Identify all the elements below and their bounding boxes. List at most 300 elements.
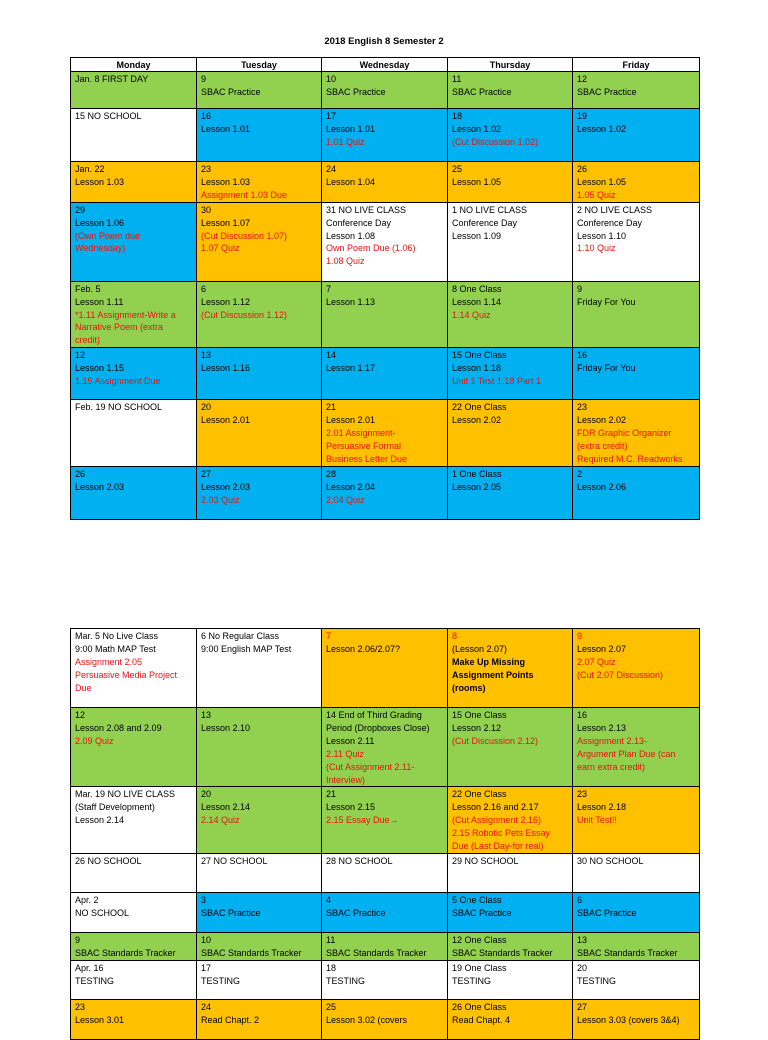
day-cell bbox=[71, 109, 197, 162]
day-cell-line: TESTING bbox=[201, 975, 241, 986]
day-cell-line: Lesson 2.06/2.07? bbox=[326, 643, 401, 654]
day-cell bbox=[322, 72, 448, 109]
day-cell bbox=[573, 281, 700, 348]
day-cell bbox=[322, 853, 448, 892]
day-cell-line: (Cut Discussion 1.07) bbox=[201, 230, 288, 241]
day-cell-line: 9:00 English MAP Test bbox=[201, 643, 292, 654]
day-cell-line: Lesson 1.12 bbox=[201, 296, 251, 307]
day-cell-line: 30 bbox=[201, 204, 212, 215]
day-cell bbox=[71, 853, 197, 892]
day-cell-line: 9 bbox=[577, 631, 583, 641]
day-cell-line: Persuasive Formal bbox=[326, 440, 402, 451]
day-cell-line: 30 NO SCHOOL bbox=[577, 855, 644, 866]
day-cell-line: Lesson 2.02 bbox=[577, 415, 627, 426]
day-cell bbox=[573, 72, 700, 109]
day-cell-line: Lesson 1.07 bbox=[201, 217, 251, 228]
day-cell-line: Conference Day bbox=[577, 217, 643, 228]
day-cell bbox=[71, 72, 197, 109]
day-cell-line: 26 One Class bbox=[452, 1001, 507, 1012]
day-cell-line: Lesson 1.03 bbox=[75, 176, 125, 187]
day-cell-line: (Cut Assignment 2.16) bbox=[452, 815, 542, 826]
day-cell-line: Lesson 1.17 bbox=[326, 363, 376, 374]
day-cell-line: 12 One Class bbox=[452, 934, 507, 945]
day-cell-line: 26 bbox=[75, 468, 86, 479]
day-cell-line: 19 bbox=[577, 111, 588, 121]
day-cell bbox=[197, 202, 322, 281]
header-friday: Friday bbox=[573, 58, 700, 72]
week-row bbox=[71, 400, 700, 467]
day-cell bbox=[448, 787, 573, 854]
day-cell-line: 29 bbox=[75, 204, 86, 215]
day-cell-line: Lesson 3.02 (covers bbox=[326, 1014, 408, 1025]
week-row bbox=[71, 892, 700, 932]
day-cell bbox=[322, 708, 448, 787]
day-cell-line: 27 bbox=[201, 468, 212, 479]
day-cell bbox=[71, 708, 197, 787]
day-cell-line: Friday For You bbox=[577, 363, 636, 374]
day-cell-line: Lesson 1.06 bbox=[75, 217, 125, 228]
week-row bbox=[71, 72, 700, 109]
day-cell bbox=[448, 466, 573, 519]
day-cell-line: Lesson 1.03 bbox=[201, 176, 251, 187]
day-cell-line: 1.08 Quiz bbox=[326, 256, 365, 267]
day-cell-line: SBAC Practice bbox=[326, 907, 386, 918]
day-cell bbox=[448, 281, 573, 348]
day-cell bbox=[71, 999, 197, 1039]
day-cell-line: 2.07 Quiz bbox=[577, 656, 616, 667]
day-cell-line: 2.03 Quiz bbox=[201, 494, 240, 505]
day-cell bbox=[573, 202, 700, 281]
day-cell bbox=[322, 960, 448, 999]
day-cell-line: Unit Test!! bbox=[577, 815, 617, 826]
day-cell bbox=[197, 932, 322, 960]
day-cell-line: Lesson 3.03 (covers 3&4) bbox=[577, 1014, 680, 1025]
day-cell-line: SBAC Practice bbox=[201, 86, 261, 97]
day-cell bbox=[197, 72, 322, 109]
calendar-body-1 bbox=[71, 72, 700, 520]
day-cell bbox=[448, 853, 573, 892]
day-cell-line: SBAC Practice bbox=[326, 86, 386, 97]
day-cell-line: 23 bbox=[577, 789, 588, 800]
day-cell bbox=[197, 999, 322, 1039]
day-cell-line: 14 End of Third Grading bbox=[326, 710, 422, 720]
day-cell-line: Mar. 19 NO LIVE CLASS bbox=[75, 789, 176, 800]
day-cell bbox=[71, 281, 197, 348]
day-cell-line: Lesson 2.07 bbox=[577, 643, 627, 654]
day-cell-line: Lesson 3.01 bbox=[75, 1014, 125, 1025]
day-cell-line: Own Poem Due (1.06) bbox=[326, 243, 416, 254]
week-row bbox=[71, 787, 700, 854]
day-cell-line: 13 bbox=[201, 710, 212, 720]
day-cell-line: 2 bbox=[577, 468, 583, 479]
day-cell bbox=[322, 999, 448, 1039]
day-cell bbox=[197, 400, 322, 467]
day-cell bbox=[448, 202, 573, 281]
day-cell-line: Due bbox=[75, 682, 92, 693]
day-cell-line: credit) bbox=[75, 335, 101, 346]
day-cell-line: 21 bbox=[326, 789, 337, 800]
day-cell-line: earn extra credit) bbox=[577, 761, 646, 772]
day-cell-line: 9 bbox=[577, 283, 583, 294]
day-cell bbox=[71, 466, 197, 519]
header-monday: Monday bbox=[71, 58, 197, 72]
day-cell bbox=[197, 960, 322, 999]
day-cell-line: (rooms) bbox=[452, 682, 486, 693]
day-cell-line: Lesson 1.01 bbox=[326, 123, 376, 134]
day-cell-line: 10 bbox=[201, 934, 212, 945]
day-cell-line: *1.11 Assignment-Write a bbox=[75, 309, 176, 320]
day-cell-line: 20 bbox=[201, 402, 212, 413]
day-cell bbox=[573, 708, 700, 787]
day-cell-line: 14 bbox=[326, 350, 337, 361]
week-row bbox=[71, 202, 700, 281]
day-cell-line: 22 One Class bbox=[452, 789, 507, 800]
day-cell bbox=[573, 999, 700, 1039]
day-cell-line: Read Chapt. 2 bbox=[201, 1014, 260, 1025]
day-cell-line: Feb. 5 bbox=[75, 283, 101, 294]
day-cell bbox=[71, 932, 197, 960]
day-cell bbox=[197, 629, 322, 708]
day-cell bbox=[197, 466, 322, 519]
day-cell-line: 21 bbox=[326, 402, 337, 413]
calendar-table-2 bbox=[70, 628, 700, 1040]
day-cell-line: Lesson 2.04 bbox=[326, 481, 376, 492]
day-cell-line: Friday For You bbox=[577, 296, 636, 307]
day-cell bbox=[573, 892, 700, 932]
day-cell-line: 16 bbox=[577, 350, 588, 361]
day-cell bbox=[197, 281, 322, 348]
day-cell-line: Lesson 1.04 bbox=[326, 176, 376, 187]
day-cell-line: TESTING bbox=[326, 975, 366, 986]
day-cell-line: 5 One Class bbox=[452, 894, 502, 905]
day-cell-line: 16 bbox=[577, 710, 588, 720]
day-cell bbox=[448, 629, 573, 708]
day-cell bbox=[448, 999, 573, 1039]
day-cell-line: Lesson 2.15 bbox=[326, 802, 376, 813]
day-cell bbox=[448, 162, 573, 203]
day-cell-line: SBAC Standards Tracker bbox=[577, 947, 678, 958]
page-title: 2018 English 8 Semester 2 bbox=[324, 36, 444, 47]
day-cell-line: 9 bbox=[75, 934, 81, 945]
day-cell bbox=[448, 708, 573, 787]
day-cell-line: 3 bbox=[201, 894, 207, 905]
day-cell-line: Lesson 1.05 bbox=[452, 176, 502, 187]
day-cell bbox=[197, 348, 322, 400]
day-cell bbox=[197, 109, 322, 162]
day-cell-line: Period (Dropboxes Close) bbox=[326, 722, 430, 733]
day-cell-line: Lesson 2.02 bbox=[452, 415, 502, 426]
day-cell bbox=[448, 892, 573, 932]
day-cell bbox=[322, 892, 448, 932]
day-cell-line: 1 NO LIVE CLASS bbox=[452, 204, 528, 215]
day-cell-line: SBAC Standards Tracker bbox=[452, 947, 553, 958]
day-cell bbox=[573, 109, 700, 162]
day-cell-line: 1.01 Quiz bbox=[326, 136, 365, 147]
day-cell-line: Lesson 2.10 bbox=[201, 722, 251, 733]
day-cell-line: 10 bbox=[326, 74, 337, 84]
day-cell-line: 1.10 Quiz bbox=[577, 243, 616, 254]
day-cell-line: Due (Last Day-for real) bbox=[452, 841, 544, 852]
calendar-body-2 bbox=[71, 629, 700, 1040]
day-cell bbox=[573, 466, 700, 519]
day-cell-line: 23 bbox=[201, 164, 212, 174]
day-cell-line: 2.15 Essay Due→ bbox=[326, 815, 399, 826]
day-cell-line: Lesson 1.02 bbox=[577, 123, 627, 134]
day-cell-line: (Cut Assignment 2.11- bbox=[326, 761, 415, 772]
day-cell-line: 1 One Class bbox=[452, 468, 502, 479]
day-cell-line: Apr. 16 bbox=[75, 962, 104, 973]
day-cell-line: Lesson 2.16 and 2.17 bbox=[452, 802, 539, 813]
day-cell-line: 6 bbox=[577, 894, 583, 905]
day-cell-line: 26 NO SCHOOL bbox=[75, 855, 142, 866]
day-cell bbox=[322, 787, 448, 854]
header-wednesday: Wednesday bbox=[322, 58, 448, 72]
day-cell-line: NO SCHOOL bbox=[75, 907, 130, 918]
day-cell-line: SBAC Practice bbox=[201, 907, 261, 918]
day-cell-line: 31 NO LIVE CLASS bbox=[326, 204, 407, 215]
day-cell-line: 7 bbox=[326, 631, 332, 641]
day-cell bbox=[322, 281, 448, 348]
day-cell-line: 7 bbox=[326, 283, 332, 294]
day-cell bbox=[71, 629, 197, 708]
day-cell-line: 12 bbox=[75, 710, 86, 720]
day-cell-line: Lesson 2.05 bbox=[452, 481, 502, 492]
day-cell bbox=[71, 202, 197, 281]
day-cell-line: Lesson 2.18 bbox=[577, 802, 627, 813]
day-cell-line: Assignment 2.05 bbox=[75, 656, 143, 667]
day-cell-line: 12 bbox=[75, 350, 86, 361]
day-cell-line: 20 bbox=[201, 789, 212, 800]
day-cell-line: Assignment Points bbox=[452, 669, 534, 680]
day-cell bbox=[71, 892, 197, 932]
day-cell-line: 8 One Class bbox=[452, 283, 502, 294]
day-cell-line: 17 bbox=[326, 111, 337, 121]
day-cell bbox=[71, 348, 197, 400]
day-cell bbox=[573, 787, 700, 854]
day-cell-line: 18 bbox=[326, 962, 337, 973]
day-cell bbox=[448, 348, 573, 400]
day-cell-line: 24 bbox=[201, 1001, 212, 1012]
day-cell bbox=[71, 960, 197, 999]
day-cell-line: TESTING bbox=[577, 975, 617, 986]
day-cell-line: 25 bbox=[326, 1001, 337, 1012]
day-cell bbox=[448, 400, 573, 467]
day-cell bbox=[71, 787, 197, 854]
day-cell-line: (Cut 2.07 Discussion) bbox=[577, 669, 664, 680]
day-cell bbox=[322, 109, 448, 162]
day-cell-line: (Own Poem due bbox=[75, 230, 141, 241]
week-row bbox=[71, 932, 700, 960]
week-row bbox=[71, 162, 700, 203]
day-cell-line: Unit 1 Test 1.18 Part 1 bbox=[452, 376, 541, 387]
day-cell-line: Wednesday) bbox=[75, 243, 126, 254]
day-cell-line: (Lesson 2.07) bbox=[452, 643, 508, 654]
day-cell-line: 13 bbox=[577, 934, 588, 945]
day-cell-line: 11 bbox=[452, 74, 462, 84]
day-cell bbox=[71, 162, 197, 203]
day-cell-line: Conference Day bbox=[326, 217, 392, 228]
day-cell bbox=[197, 787, 322, 854]
day-cell-line: Lesson 1.16 bbox=[201, 363, 251, 374]
day-cell-line: 23 bbox=[577, 402, 588, 413]
day-cell-line: Lesson 1.11 bbox=[75, 296, 124, 307]
day-cell-line: SBAC Practice bbox=[452, 86, 512, 97]
day-cell-line: 4 bbox=[326, 894, 332, 905]
day-cell-line: Lesson 1.01 bbox=[201, 123, 251, 134]
day-cell-line: 18 bbox=[452, 111, 463, 121]
day-cell bbox=[322, 202, 448, 281]
day-cell-line: Assignment 2.13- bbox=[577, 735, 648, 746]
day-cell bbox=[573, 932, 700, 960]
day-cell bbox=[322, 466, 448, 519]
day-cell-line: 20 bbox=[577, 962, 588, 973]
day-cell-line: Lesson 2.03 bbox=[75, 481, 125, 492]
day-cell-line: SBAC Practice bbox=[452, 907, 512, 918]
header-thursday: Thursday bbox=[448, 58, 573, 72]
day-cell-line: 1.05 Quiz bbox=[577, 189, 616, 200]
day-cell-line: 9 bbox=[201, 74, 207, 84]
day-cell-line: 6 No Regular Class bbox=[201, 631, 280, 641]
day-cell-line: 8 bbox=[452, 631, 458, 641]
day-cell-line: Mar. 5 No Live Class bbox=[75, 631, 159, 641]
day-cell bbox=[573, 853, 700, 892]
day-cell bbox=[573, 629, 700, 708]
week-row bbox=[71, 853, 700, 892]
day-cell-line: Assignment 1.03 Due bbox=[201, 189, 288, 200]
day-cell-line: (Cut Discussion 2.12) bbox=[452, 735, 539, 746]
day-cell-line: SBAC Practice bbox=[577, 907, 637, 918]
day-cell-line: Narrative Poem (extra bbox=[75, 322, 164, 333]
day-cell-line: 6 bbox=[201, 283, 207, 294]
day-cell bbox=[322, 932, 448, 960]
day-cell-line: 15 One Class bbox=[452, 350, 507, 361]
day-cell-line: 12 bbox=[577, 74, 588, 84]
day-cell bbox=[197, 892, 322, 932]
day-cell-line: TESTING bbox=[452, 975, 492, 986]
day-cell-line: 22 One Class bbox=[452, 402, 507, 413]
day-cell-line: 28 NO SCHOOL bbox=[326, 855, 393, 866]
day-cell-line: Lesson 2.08 and 2.09 bbox=[75, 722, 162, 733]
day-cell bbox=[197, 162, 322, 203]
day-cell-line: 11 bbox=[326, 934, 336, 945]
day-cell-line: 19 One Class bbox=[452, 962, 507, 973]
day-cell-line: Lesson 2.11 bbox=[326, 735, 375, 746]
day-cell-line: 23 bbox=[75, 1001, 86, 1012]
day-cell-line: SBAC Standards Tracker bbox=[201, 947, 302, 958]
day-cell-line: 9:00 Math MAP Test bbox=[75, 643, 156, 654]
day-cell-line: Make Up Missing bbox=[452, 656, 526, 667]
day-cell-line: (extra credit) bbox=[577, 440, 628, 451]
day-cell-line: SBAC Practice bbox=[577, 86, 637, 97]
day-cell bbox=[71, 400, 197, 467]
day-cell-line: 2.15 Robotic Pets Essay bbox=[452, 828, 551, 839]
week-row bbox=[71, 999, 700, 1039]
day-cell bbox=[322, 629, 448, 708]
day-cell-line: 28 bbox=[326, 468, 337, 479]
week-row bbox=[71, 629, 700, 708]
day-cell-line: Lesson 1.15 bbox=[75, 363, 125, 374]
day-cell-line: Lesson 1.09 bbox=[452, 230, 502, 241]
day-cell bbox=[448, 72, 573, 109]
day-cell-line: 16 bbox=[201, 111, 212, 121]
day-cell-line: Lesson 1.10 bbox=[577, 230, 627, 241]
day-cell-line: 13 bbox=[201, 350, 212, 361]
day-cell-line: Jan. 8 FIRST DAY bbox=[75, 74, 149, 84]
day-cell-line: 25 bbox=[452, 164, 463, 174]
day-cell-line: Lesson 1.02 bbox=[452, 123, 502, 134]
day-cell-line: 2.14 Quiz bbox=[201, 815, 240, 826]
day-cell-line: Interview) bbox=[326, 774, 366, 785]
day-cell bbox=[573, 960, 700, 999]
day-cell-line: 17 bbox=[201, 962, 212, 973]
day-cell-line: 27 NO SCHOOL bbox=[201, 855, 268, 866]
day-cell-line: Lesson 2.12 bbox=[452, 722, 502, 733]
day-cell-line: 2 NO LIVE CLASS bbox=[577, 204, 653, 215]
day-cell-line: FDR Graphic Organizer bbox=[577, 428, 672, 439]
day-cell-line: 24 bbox=[326, 164, 337, 174]
day-cell-line: Lesson 1.05 bbox=[577, 176, 627, 187]
week-row bbox=[71, 109, 700, 162]
day-cell bbox=[448, 960, 573, 999]
day-cell-line: Lesson 1.18 bbox=[452, 363, 502, 374]
day-cell-line: Jan. 22 bbox=[75, 164, 105, 174]
week-row bbox=[71, 466, 700, 519]
day-cell-line: 1.15 Assignment Due bbox=[75, 376, 161, 387]
day-cell-line: 2.04 Quiz bbox=[326, 494, 365, 505]
day-cell-line: Lesson 2.06 bbox=[577, 481, 627, 492]
header-tuesday: Tuesday bbox=[197, 58, 322, 72]
week-row bbox=[71, 708, 700, 787]
header-row bbox=[71, 58, 700, 72]
day-cell-line: 15 NO SCHOOL bbox=[75, 111, 142, 121]
day-cell-line: 27 bbox=[577, 1001, 588, 1012]
day-cell-line: Business Letter Due bbox=[326, 453, 408, 464]
day-cell-line: Feb. 19 NO SCHOOL bbox=[75, 402, 163, 413]
day-cell-line: 29 NO SCHOOL bbox=[452, 855, 519, 866]
day-cell-line: Lesson 1.13 bbox=[326, 296, 376, 307]
day-cell-line: Lesson 1.08 bbox=[326, 230, 376, 241]
day-cell bbox=[197, 708, 322, 787]
day-cell-line: Apr. 2 bbox=[75, 894, 99, 905]
day-cell-line: 1.14 Quiz bbox=[452, 309, 491, 320]
day-cell bbox=[197, 853, 322, 892]
day-cell bbox=[573, 162, 700, 203]
day-cell-line: Required M.C. Readworks bbox=[577, 453, 683, 464]
day-cell-line: Lesson 2.01 bbox=[326, 415, 376, 426]
day-cell-line: Lesson 2.14 bbox=[75, 815, 125, 826]
day-cell-line: Conference Day bbox=[452, 217, 518, 228]
day-cell-line: 15 One Class bbox=[452, 710, 507, 720]
day-cell bbox=[322, 400, 448, 467]
calendar-table-1 bbox=[70, 57, 700, 520]
day-cell-line: Argument Plan Due (can bbox=[577, 748, 676, 759]
week-row bbox=[71, 348, 700, 400]
day-cell bbox=[322, 162, 448, 203]
day-cell-line: Lesson 2.03 bbox=[201, 481, 251, 492]
week-row bbox=[71, 281, 700, 348]
day-cell-line: Lesson 2.13 bbox=[577, 722, 627, 733]
day-cell-line: 1.07 Quiz bbox=[201, 243, 240, 254]
day-cell-line: (Cut Discussion 1.12) bbox=[201, 309, 288, 320]
day-cell-line: Lesson 1.14 bbox=[452, 296, 502, 307]
day-cell-line: 2.09 Quiz bbox=[75, 735, 114, 746]
day-cell-line: Lesson 2.14 bbox=[201, 802, 251, 813]
day-cell bbox=[322, 348, 448, 400]
day-cell-line: SBAC Standards Tracker bbox=[326, 947, 427, 958]
day-cell bbox=[448, 109, 573, 162]
day-cell bbox=[573, 348, 700, 400]
day-cell bbox=[448, 932, 573, 960]
